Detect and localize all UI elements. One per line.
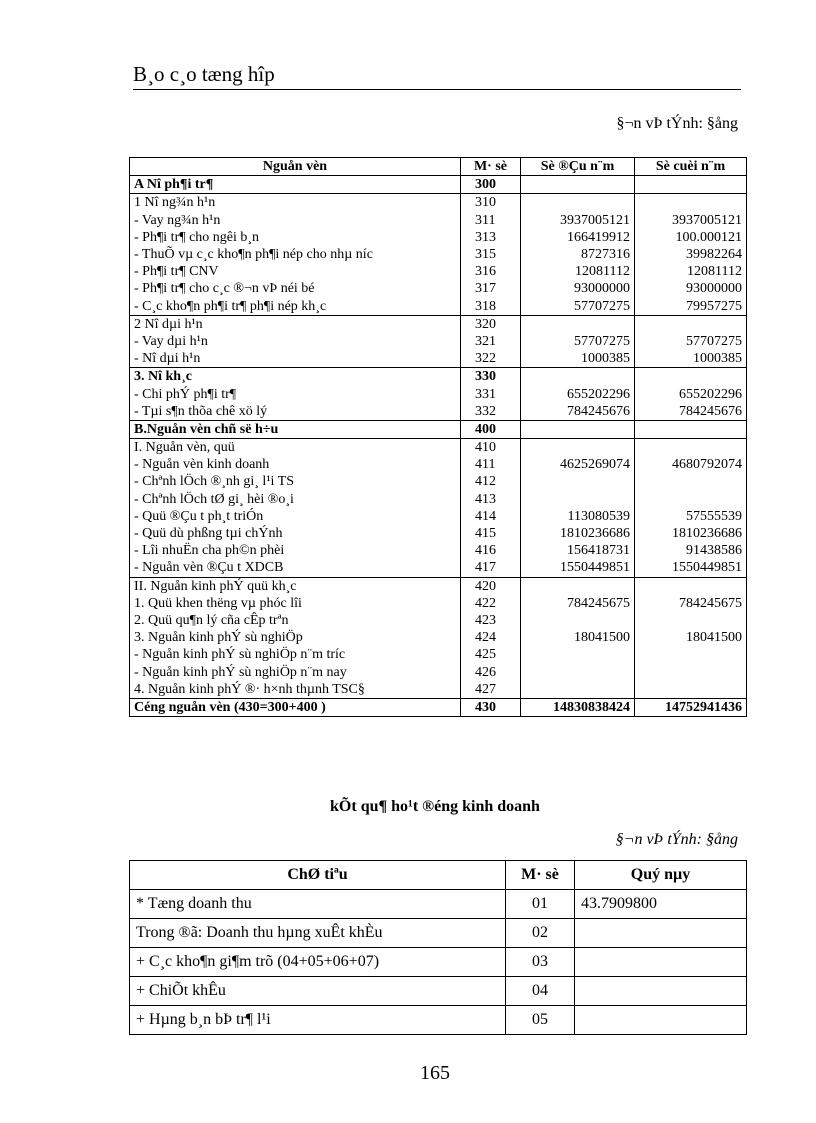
cell-begin: 1550449851 — [521, 559, 635, 577]
table-row — [130, 333, 747, 350]
table-row — [130, 1006, 747, 1035]
table-row — [130, 948, 747, 977]
cell-begin — [521, 612, 635, 629]
cell-name: - Ph¶i tr¶ CNV — [130, 263, 461, 280]
cell-code: 426 — [461, 663, 521, 680]
cell-begin: 166419912 — [521, 229, 635, 246]
cell-value — [575, 1006, 747, 1035]
cell-end: 100.000121 — [635, 229, 747, 246]
table-row — [130, 629, 747, 646]
table-row — [130, 420, 747, 438]
cell-name: - Quü dù phßng tµi chÝnh — [130, 525, 461, 542]
cell-name: - Ph¶i tr¶ cho ngêi b¸n — [130, 229, 461, 246]
cell-end: 784245675 — [635, 595, 747, 612]
cell-name: - Nî dµi h¹n — [130, 350, 461, 368]
cell-value — [575, 977, 747, 1006]
cell-begin — [521, 646, 635, 663]
cell-begin — [521, 577, 635, 595]
cell-code: 01 — [506, 890, 575, 919]
cell-code: 310 — [461, 194, 521, 212]
cell-code: 410 — [461, 439, 521, 457]
cell-begin: 12081112 — [521, 263, 635, 280]
cell-end — [635, 612, 747, 629]
table-row — [130, 229, 747, 246]
table-header-row — [130, 158, 747, 176]
table-row — [130, 456, 747, 473]
table-row — [130, 280, 747, 297]
cell-begin: 3937005121 — [521, 212, 635, 229]
cell-name: - Lîi nhuËn cha ph©n phèi — [130, 542, 461, 559]
cell-begin — [521, 473, 635, 490]
cell-code: 311 — [461, 212, 521, 229]
cell-code: 330 — [461, 368, 521, 386]
table-header-row — [130, 861, 747, 890]
cell-end: 18041500 — [635, 629, 747, 646]
cell-begin: 57707275 — [521, 333, 635, 350]
cell-end — [635, 439, 747, 457]
table-row — [130, 663, 747, 680]
page-number: 165 — [420, 1062, 450, 1084]
cell-name: - Nguån kinh phÝ sù nghiÖp n¨m tríc — [130, 646, 461, 663]
cell-value — [575, 919, 747, 948]
column-header: M· sè — [461, 158, 521, 176]
cell-name: - Ph¶i tr¶ cho c¸c ®¬n vÞ néi bé — [130, 280, 461, 297]
cell-name: 1. Quü khen thëng vµ phóc lîi — [130, 595, 461, 612]
table-row — [130, 559, 747, 577]
cell-begin — [521, 491, 635, 508]
cell-code: 417 — [461, 559, 521, 577]
cell-code: 400 — [461, 420, 521, 438]
cell-begin — [521, 176, 635, 194]
cell-end: 784245676 — [635, 403, 747, 421]
income-statement-title: kÕt qu¶ ho¹t ®éng kinh doanh — [330, 798, 540, 815]
column-header: Quý nµy — [575, 861, 747, 890]
cell-begin: 1000385 — [521, 350, 635, 368]
cell-begin: 14830838424 — [521, 698, 635, 716]
cell-end — [635, 420, 747, 438]
cell-end: 1000385 — [635, 350, 747, 368]
cell-end: 655202296 — [635, 385, 747, 402]
table-row — [130, 298, 747, 316]
cell-end — [635, 315, 747, 333]
cell-name: 3. Nî kh¸c — [130, 368, 461, 386]
cell-begin — [521, 439, 635, 457]
cell-begin — [521, 681, 635, 699]
table-row — [130, 263, 747, 280]
cell-code: 321 — [461, 333, 521, 350]
cell-name: B.Nguån vèn chñ së h÷u — [130, 420, 461, 438]
cell-begin: 156418731 — [521, 542, 635, 559]
table-row — [130, 508, 747, 525]
table-row — [130, 368, 747, 386]
table-row — [130, 681, 747, 699]
table-row — [130, 403, 747, 421]
table-row — [130, 542, 747, 559]
column-header: Nguån vèn — [130, 158, 461, 176]
cell-begin: 8727316 — [521, 246, 635, 263]
column-header: Sè cuèi n¨m — [635, 158, 747, 176]
cell-name: + C¸c kho¶n gi¶m trõ (04+05+06+07) — [130, 948, 506, 977]
cell-end — [635, 646, 747, 663]
document-header: B¸o c¸o tæng hîp — [133, 62, 275, 86]
cell-end — [635, 577, 747, 595]
cell-end — [635, 491, 747, 508]
cell-code: 317 — [461, 280, 521, 297]
cell-begin: 784245676 — [521, 403, 635, 421]
cell-begin: 93000000 — [521, 280, 635, 297]
cell-name: - Nguån vèn kinh doanh — [130, 456, 461, 473]
cell-end: 79957275 — [635, 298, 747, 316]
table-row — [130, 595, 747, 612]
income-statement-table — [129, 860, 747, 1035]
header-rule — [133, 89, 741, 90]
balance-sheet-unit: §¬n vÞ tÝnh: §ång — [616, 115, 738, 132]
cell-end: 3937005121 — [635, 212, 747, 229]
cell-code: 413 — [461, 491, 521, 508]
cell-code: 313 — [461, 229, 521, 246]
cell-name: - Quü ®Çu t ph¸t triÓn — [130, 508, 461, 525]
cell-value — [575, 948, 747, 977]
cell-end — [635, 681, 747, 699]
table-row — [130, 385, 747, 402]
cell-name: 3. Nguån kinh phÝ sù nghiÖp — [130, 629, 461, 646]
cell-begin — [521, 315, 635, 333]
table-row — [130, 919, 747, 948]
cell-begin: 1810236686 — [521, 525, 635, 542]
cell-name: 4. Nguån kinh phÝ ®· h×nh thµnh TSC§ — [130, 681, 461, 699]
table-row — [130, 977, 747, 1006]
table-row — [130, 491, 747, 508]
cell-code: 424 — [461, 629, 521, 646]
cell-name: I. Nguån vèn, quü — [130, 439, 461, 457]
cell-begin: 57707275 — [521, 298, 635, 316]
cell-name: - Nguån vèn ®Çu t XDCB — [130, 559, 461, 577]
table-row — [130, 612, 747, 629]
table-row — [130, 194, 747, 212]
table-row — [130, 577, 747, 595]
cell-code: 427 — [461, 681, 521, 699]
cell-name: Trong ®ã: Doanh thu hµng xuÊt khÈu — [130, 919, 506, 948]
cell-code: 412 — [461, 473, 521, 490]
balance-sheet-table — [129, 157, 747, 717]
table-row — [130, 176, 747, 194]
cell-end: 93000000 — [635, 280, 747, 297]
cell-end: 14752941436 — [635, 698, 747, 716]
cell-code: 411 — [461, 456, 521, 473]
cell-code: 420 — [461, 577, 521, 595]
cell-end — [635, 368, 747, 386]
cell-value: 43.7909800 — [575, 890, 747, 919]
cell-name: - Chi phÝ ph¶i tr¶ — [130, 385, 461, 402]
cell-name: - Chªnh lÖch tØ gi¸ hèi ®o¸i — [130, 491, 461, 508]
cell-begin: 113080539 — [521, 508, 635, 525]
cell-name: + Hµng b¸n bÞ tr¶ l¹i — [130, 1006, 506, 1035]
cell-end — [635, 194, 747, 212]
cell-code: 430 — [461, 698, 521, 716]
cell-name: 1 Nî ng¾n h¹n — [130, 194, 461, 212]
table-row — [130, 439, 747, 457]
cell-begin: 4625269074 — [521, 456, 635, 473]
cell-name: - Chªnh lÖch ®¸nh gi¸ l¹i TS — [130, 473, 461, 490]
cell-begin: 655202296 — [521, 385, 635, 402]
cell-end: 12081112 — [635, 263, 747, 280]
cell-name: - Nguån kinh phÝ sù nghiÖp n¨m nay — [130, 663, 461, 680]
column-header: Sè ®Çu n¨m — [521, 158, 635, 176]
cell-begin: 784245675 — [521, 595, 635, 612]
table-row — [130, 525, 747, 542]
cell-end — [635, 176, 747, 194]
cell-end: 57555539 — [635, 508, 747, 525]
cell-code: 315 — [461, 246, 521, 263]
cell-code: 422 — [461, 595, 521, 612]
cell-name: A Nî ph¶i tr¶ — [130, 176, 461, 194]
cell-code: 332 — [461, 403, 521, 421]
table-row — [130, 698, 747, 716]
cell-name: - Vay ng¾n h¹n — [130, 212, 461, 229]
cell-code: 05 — [506, 1006, 575, 1035]
table-row — [130, 212, 747, 229]
cell-end: 91438586 — [635, 542, 747, 559]
cell-end: 1550449851 — [635, 559, 747, 577]
cell-end — [635, 663, 747, 680]
cell-code: 415 — [461, 525, 521, 542]
cell-end: 39982264 — [635, 246, 747, 263]
cell-name: * Tæng doanh thu — [130, 890, 506, 919]
table-row — [130, 646, 747, 663]
cell-code: 416 — [461, 542, 521, 559]
cell-begin — [521, 194, 635, 212]
table-row — [130, 890, 747, 919]
cell-begin — [521, 420, 635, 438]
cell-end: 1810236686 — [635, 525, 747, 542]
cell-name: + ChiÕt khÊu — [130, 977, 506, 1006]
cell-name: 2 Nî dµi h¹n — [130, 315, 461, 333]
cell-name: 2. Quü qu¶n lý cña cÊp trªn — [130, 612, 461, 629]
table-row — [130, 246, 747, 263]
cell-begin — [521, 368, 635, 386]
cell-code: 322 — [461, 350, 521, 368]
cell-begin — [521, 663, 635, 680]
cell-code: 300 — [461, 176, 521, 194]
income-statement-unit: §¬n vÞ tÝnh: §ång — [615, 831, 738, 848]
cell-end — [635, 473, 747, 490]
table-row — [130, 315, 747, 333]
cell-code: 02 — [506, 919, 575, 948]
cell-begin: 18041500 — [521, 629, 635, 646]
column-header: M· sè — [506, 861, 575, 890]
cell-end: 57707275 — [635, 333, 747, 350]
cell-name: Céng nguån vèn (430=300+400 ) — [130, 698, 461, 716]
cell-code: 423 — [461, 612, 521, 629]
column-header: ChØ tiªu — [130, 861, 506, 890]
cell-name: - Vay dµi h¹n — [130, 333, 461, 350]
cell-code: 320 — [461, 315, 521, 333]
cell-name: - Tµi s¶n thõa chê xö lý — [130, 403, 461, 421]
cell-code: 414 — [461, 508, 521, 525]
table-row — [130, 473, 747, 490]
cell-name: - ThuÕ vµ c¸c kho¶n ph¶i nép cho nhµ níc — [130, 246, 461, 263]
cell-code: 425 — [461, 646, 521, 663]
cell-name: II. Nguån kinh phÝ quü kh¸c — [130, 577, 461, 595]
cell-name: - C¸c kho¶n ph¶i tr¶ ph¶i nép kh¸c — [130, 298, 461, 316]
cell-code: 04 — [506, 977, 575, 1006]
cell-code: 316 — [461, 263, 521, 280]
table-row — [130, 350, 747, 368]
cell-code: 03 — [506, 948, 575, 977]
cell-end: 4680792074 — [635, 456, 747, 473]
cell-code: 318 — [461, 298, 521, 316]
cell-code: 331 — [461, 385, 521, 402]
